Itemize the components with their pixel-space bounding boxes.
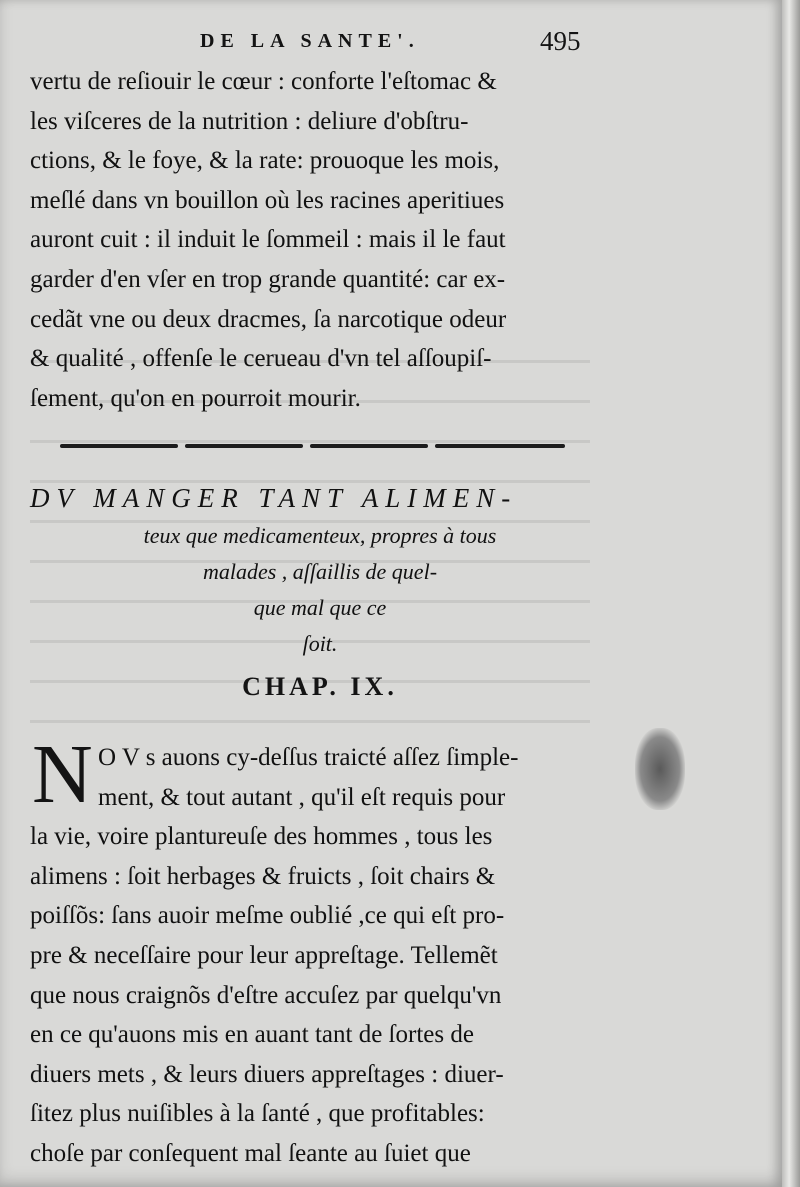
divider-rule xyxy=(310,444,428,448)
chapter-paragraph xyxy=(30,738,605,1174)
text-line: & qualité , offenſe le cerueau d'vn tel aſſoupiſ- xyxy=(30,345,492,373)
text-line: poiſſõs: ſans auoir meſme oublié ,ce qui eſt pro- xyxy=(30,902,505,930)
ink-stain xyxy=(635,728,685,810)
text-line: ment, & tout autant , qu'il eſt requis pour xyxy=(98,783,506,811)
chapter-title xyxy=(30,478,610,662)
drop-cap: N xyxy=(32,728,93,821)
text-line: en ce qu'auons mis en auant tant de ſortes de xyxy=(30,1021,474,1049)
divider-rule xyxy=(185,444,303,448)
text-line: choſe par conſequent mal ſeante au ſuiet que xyxy=(30,1139,471,1167)
text-line: ſitez plus nuiſibles à la ſanté , que profitables: xyxy=(30,1100,485,1128)
text-line: les viſceres de la nutrition : deliure d'obſtru- xyxy=(30,107,469,135)
chapter-number: CHAP. IX. xyxy=(242,672,398,701)
page-number: 495 xyxy=(540,26,581,56)
text-line: vertu de reſiouir le cœur : conforte l'eſtomac & xyxy=(30,68,497,95)
top-paragraph xyxy=(30,62,605,418)
text-line: pre & neceſſaire pour leur appreſtage. Tellemẽt xyxy=(30,941,498,969)
text-line: garder d'en vſer en trop grande quantité: car ex- xyxy=(30,265,506,293)
text-line: O V s auons cy-deſſus traicté aſſez ſimple- xyxy=(98,744,519,771)
text-line: diuers mets , & leurs diuers appreſtages : diuer- xyxy=(30,1060,504,1088)
section-divider xyxy=(60,444,565,450)
running-header xyxy=(200,28,600,58)
running-title: DE LA SANTE'. xyxy=(200,30,420,52)
page-edge xyxy=(782,0,800,1187)
text-line: cedãt vne ou deux dracmes, ſa narcotique odeur xyxy=(30,305,507,333)
text-line: meſlé dans vn bouillon où les racines aperitiues xyxy=(30,186,505,214)
text-line: alimens : ſoit herbages & fruicts , ſoit chairs & xyxy=(30,862,496,890)
divider-rule xyxy=(435,444,565,448)
text-line: que nous craignõs d'eſtre accuſez par quelqu'vn xyxy=(30,981,502,1009)
text-line: ſement, qu'on en pourroit mourir. xyxy=(30,384,361,412)
chapter-title-line: DV MANGER TANT ALIMEN- xyxy=(30,483,518,513)
chapter-title-line: que mal que ce xyxy=(253,595,387,620)
text-line: ctions, & le foye, & la rate: prouoque les mois, xyxy=(30,147,500,175)
text-line: auront cuit : il induit le ſommeil : mais il le faut xyxy=(30,226,506,254)
chapter-title-line: malades , aſſaillis de quel- xyxy=(202,559,438,584)
text-line: la vie, voire plantureuſe des hommes , tous les xyxy=(30,823,493,851)
chapter-title-line: ſoit. xyxy=(302,631,338,656)
chapter-title-line: teux que medicamenteux, propres à tous xyxy=(143,523,497,548)
divider-rule xyxy=(60,444,178,448)
